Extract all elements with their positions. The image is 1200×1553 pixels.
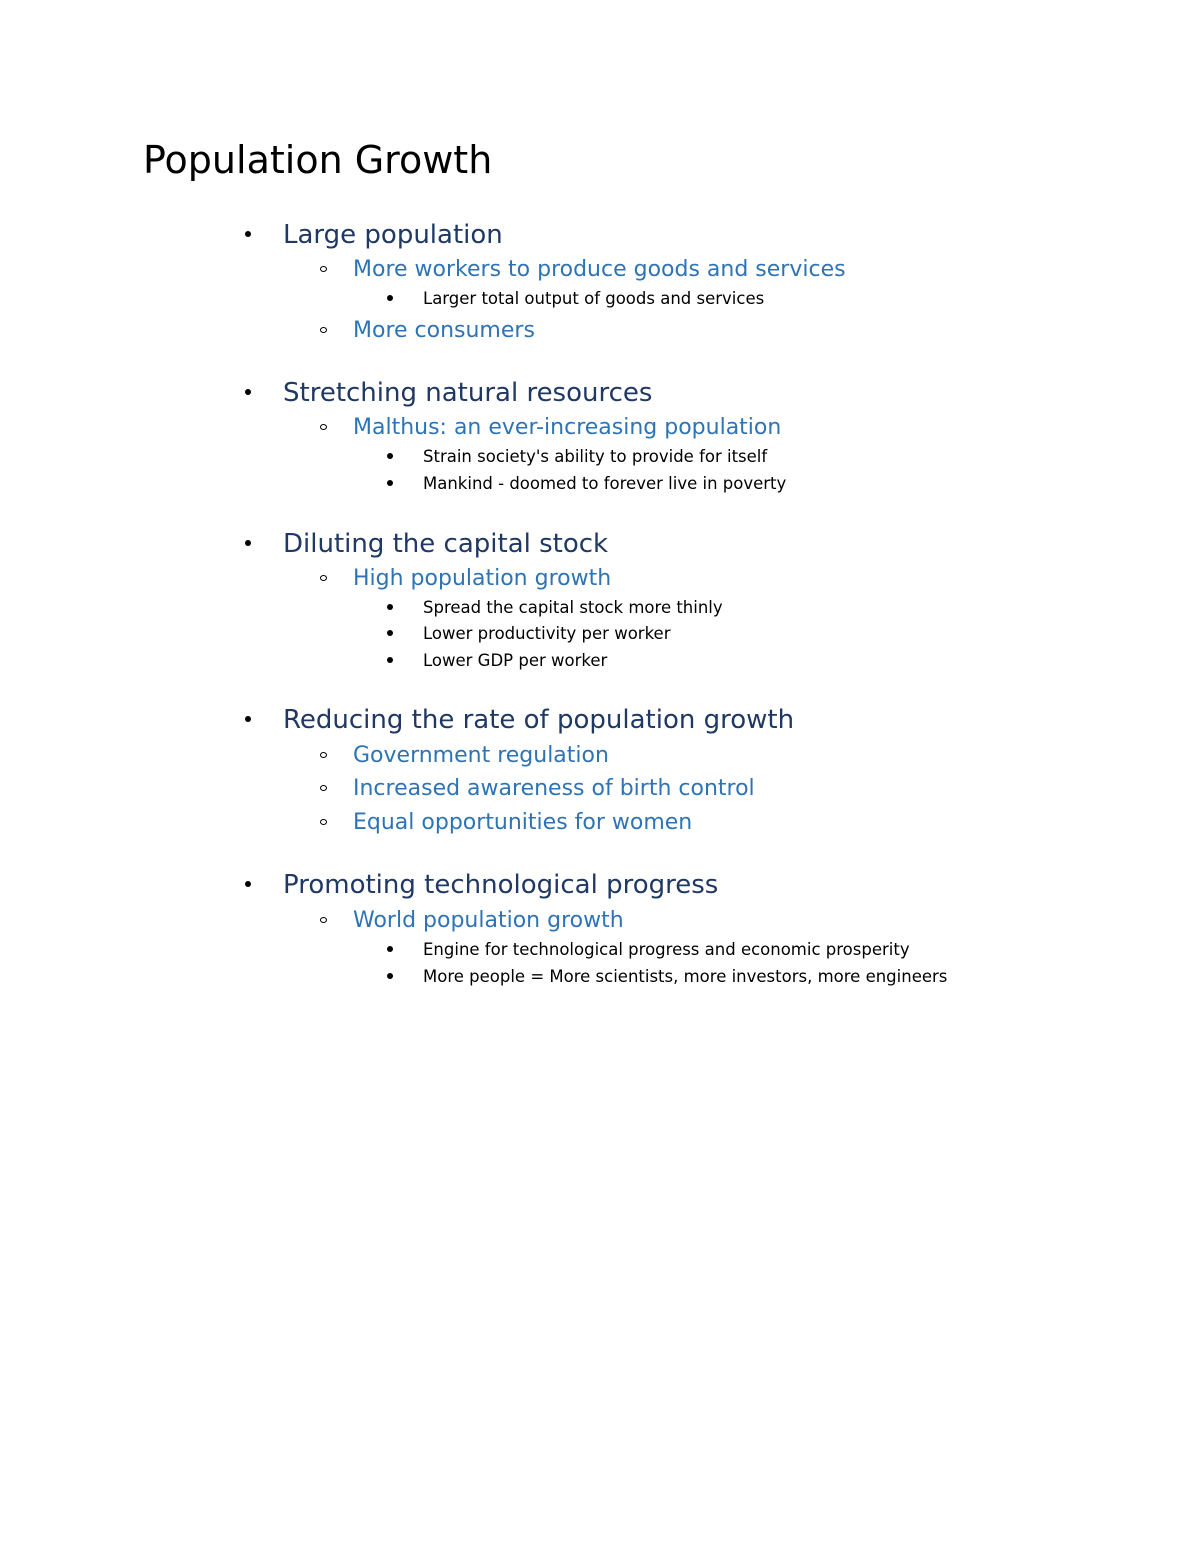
bullet-icon — [387, 295, 393, 301]
detail-text: Larger total output of goods and services — [423, 289, 765, 308]
hollow-bullet-icon — [320, 819, 327, 825]
section-heading-text: Stretching natural resources — [283, 378, 653, 408]
detail-text: More people = More scientists, more investors, more engineers — [423, 967, 948, 986]
detail-text: Engine for technological progress and economic prosperity — [423, 940, 910, 959]
point-text: More workers to produce goods and services — [353, 257, 846, 282]
hollow-bullet-icon — [320, 575, 327, 581]
detail-text: Spread the capital stock more thinly — [423, 598, 723, 617]
detail-text: Lower productivity per worker — [423, 624, 671, 643]
point-text: More consumers — [353, 318, 535, 343]
point-text: High population growth — [353, 566, 612, 591]
point-text: Government regulation — [353, 743, 609, 768]
bullet-icon — [387, 630, 393, 636]
bullet-icon — [245, 716, 251, 722]
point-text: World population growth — [353, 908, 624, 933]
bullet-icon — [245, 389, 251, 395]
hollow-bullet-icon — [320, 327, 327, 333]
detail-text: Strain society's ability to provide for itself — [423, 447, 768, 466]
bullet-icon — [387, 973, 393, 979]
section-heading-text: Diluting the capital stock — [283, 529, 609, 559]
detail-text: Mankind - doomed to forever live in poverty — [423, 474, 787, 493]
bullet-icon — [387, 453, 393, 459]
bullet-icon — [387, 946, 393, 952]
section-heading-text: Reducing the rate of population growth — [283, 705, 795, 735]
hollow-bullet-icon — [320, 752, 327, 758]
section-heading-text: Promoting technological progress — [283, 870, 719, 900]
bullet-icon — [387, 657, 393, 663]
bullet-icon — [245, 231, 251, 237]
hollow-bullet-icon — [320, 424, 327, 430]
point-text: Malthus: an ever-increasing population — [353, 415, 782, 440]
bullet-icon — [387, 604, 393, 610]
detail-text: Lower GDP per worker — [423, 651, 608, 670]
point-text: Equal opportunities for women — [353, 810, 693, 835]
page-title: Population Growth — [143, 138, 493, 182]
bullet-icon — [387, 480, 393, 486]
point-text: Increased awareness of birth control — [353, 776, 755, 801]
bullet-icon — [245, 540, 251, 546]
bullet-icon — [245, 881, 251, 887]
hollow-bullet-icon — [320, 917, 327, 923]
hollow-bullet-icon — [320, 785, 327, 791]
section-heading-text: Large population — [283, 220, 503, 250]
hollow-bullet-icon — [320, 266, 327, 272]
